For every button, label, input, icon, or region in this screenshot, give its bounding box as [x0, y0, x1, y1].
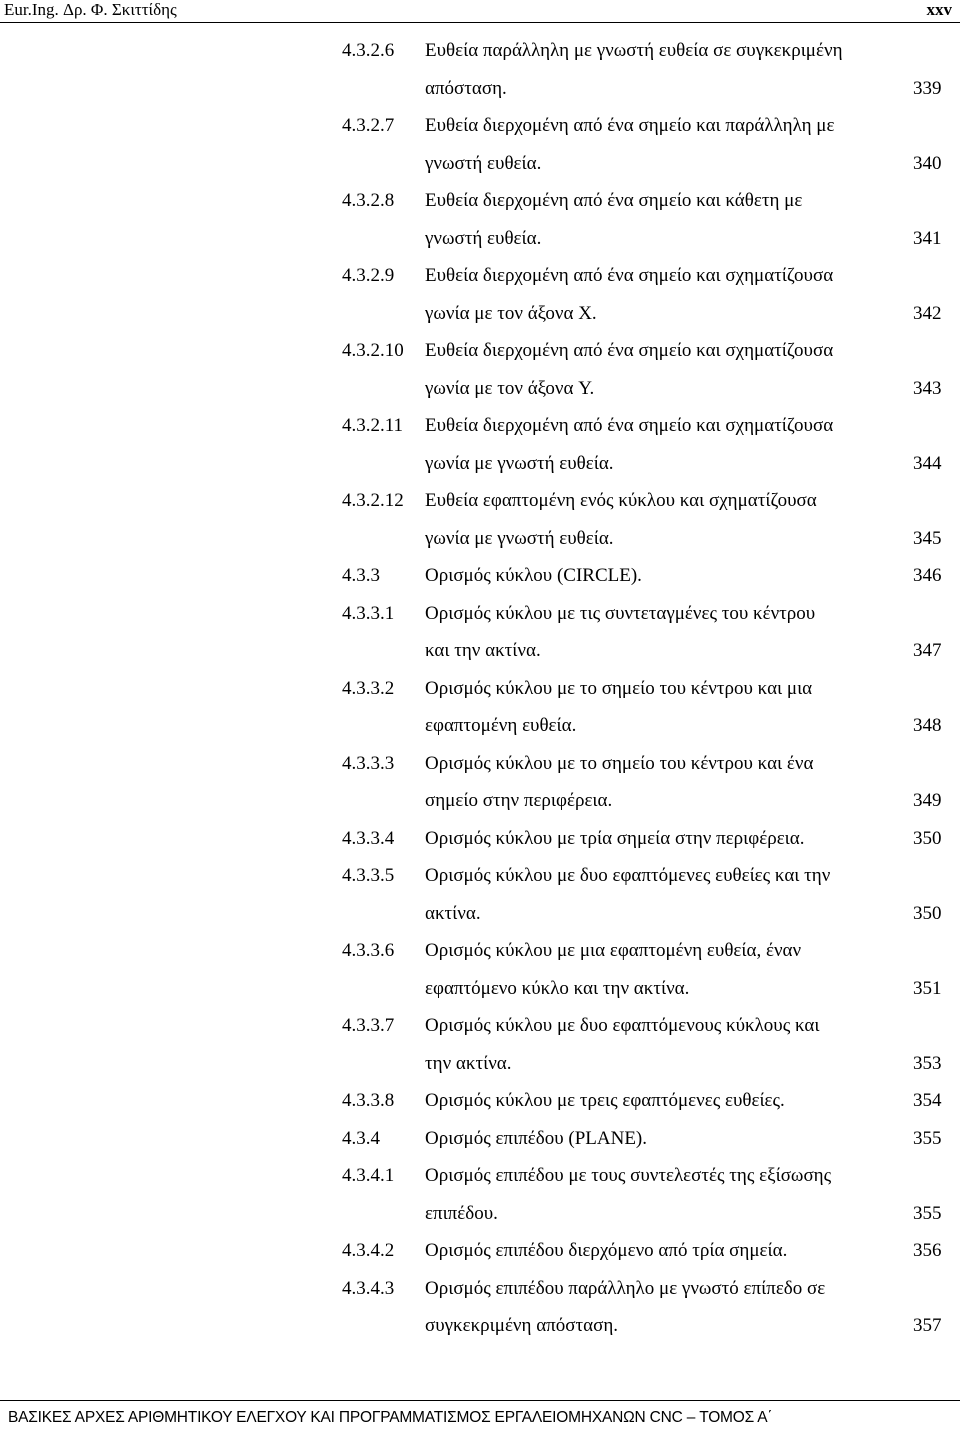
toc-entry: [0, 332, 960, 407]
toc-section-title: Ευθεία εφαπτομένη ενός κύκλου και σχηματίζουσα: [425, 490, 817, 511]
toc-entry: [0, 107, 960, 182]
toc-entry: [0, 407, 960, 482]
toc-section-number: 4.3.2.9: [342, 265, 395, 286]
toc-entry-line: [0, 670, 960, 708]
toc-section-title: γνωστή ευθεία.: [425, 227, 542, 249]
toc-section-title: ακτίνα.: [425, 902, 481, 924]
toc-entry-line: [0, 595, 960, 633]
toc-section-title: Ευθεία διερχομένη από ένα σημείο και κάθετη με: [425, 190, 803, 211]
toc-page-number: 339: [913, 77, 942, 99]
toc-entry: [0, 932, 960, 1007]
toc-section-number: 4.3.4.1: [342, 1165, 395, 1186]
toc-entry: [0, 1082, 960, 1120]
toc-page-number: 356: [913, 1240, 942, 1261]
toc-section-number: 4.3.3.6: [342, 940, 395, 961]
toc-page-number: 344: [913, 452, 942, 474]
toc-section-title: συγκεκριμένη απόσταση.: [425, 1315, 619, 1336]
toc-page-number: 345: [913, 527, 942, 549]
toc-entry-line: [0, 182, 960, 220]
toc-entry: [0, 482, 960, 557]
running-header-author: Eur.Ing. Δρ. Φ. Σκιττίδης: [4, 0, 177, 19]
toc-page-number: 350: [913, 902, 942, 924]
toc-page-number: 353: [913, 1052, 942, 1074]
toc-section-number: 4.3.4.2: [342, 1240, 395, 1261]
toc-page-number: 357: [913, 1315, 942, 1336]
toc-entry-line: [0, 1120, 960, 1158]
toc-section-title: Ορισμός κύκλου με δυο εφαπτόμενες ευθείες και την: [425, 865, 831, 886]
toc-page-number: 346: [913, 565, 942, 586]
toc-entry-line: [0, 1157, 960, 1195]
toc-section-number: 4.3.3: [342, 565, 380, 586]
toc-section-title: Ορισμός κύκλου με δυο εφαπτόμενους κύκλους και: [425, 1015, 820, 1036]
toc-section-title: γωνία με τον άξονα X.: [425, 302, 597, 324]
toc-section-title: και την ακτίνα.: [425, 640, 541, 661]
toc-section-title: εφαπτομένη ευθεία.: [425, 715, 577, 736]
toc-section-number: 4.3.2.7: [342, 115, 395, 136]
toc-entry-line: [0, 820, 960, 858]
toc-section-title: Ευθεία διερχομένη από ένα σημείο και παράλληλη με: [425, 115, 835, 136]
toc-section-number: 4.3.3.7: [342, 1015, 395, 1036]
footer-rule: [0, 1400, 960, 1401]
toc-entry: [0, 257, 960, 332]
toc-section-number: 4.3.2.11: [342, 415, 404, 436]
toc-page-number: 347: [913, 640, 942, 661]
toc-entry-line: [0, 970, 960, 1008]
toc-section-title: Ορισμός κύκλου με τρεις εφαπτόμενες ευθείες.: [425, 1090, 785, 1111]
table-of-contents: [0, 32, 960, 1345]
toc-page-number: 341: [913, 227, 942, 249]
toc-section-number: 4.3.2.10: [342, 340, 404, 361]
toc-entry-line: [0, 1307, 960, 1345]
toc-section-title: γωνία με τον άξονα Y.: [425, 377, 595, 399]
toc-section-title: γωνία με γνωστή ευθεία.: [425, 452, 614, 474]
toc-section-title: Ορισμός κύκλου με το σημείο του κέντρου και μια: [425, 677, 813, 699]
toc-section-number: 4.3.3.1: [342, 602, 395, 624]
toc-section-title: Ευθεία διερχομένη από ένα σημείο και σχηματίζουσα: [425, 265, 834, 286]
toc-section-number: 4.3.2.6: [342, 40, 395, 61]
toc-section-number: 4.3.4.3: [342, 1277, 395, 1299]
toc-section-title: Ευθεία διερχομένη από ένα σημείο και σχηματίζουσα: [425, 340, 834, 361]
toc-section-title: Ορισμός κύκλου με μια εφαπτομένη ευθεία, έναν: [425, 940, 802, 961]
toc-section-number: 4.3.2.12: [342, 490, 404, 511]
toc-entry-line: [0, 857, 960, 895]
toc-entry: [0, 1120, 960, 1158]
toc-entry: [0, 745, 960, 820]
toc-section-number: 4.3.4: [342, 1127, 380, 1149]
toc-section-number: 4.3.3.8: [342, 1090, 395, 1111]
toc-entry-line: [0, 445, 960, 483]
toc-page-number: 351: [913, 977, 942, 999]
toc-entry-line: [0, 707, 960, 745]
toc-section-title: Ορισμός κύκλου με τρία σημεία στην περιφέρεια.: [425, 827, 805, 849]
toc-entry: [0, 1007, 960, 1082]
toc-entry-line: [0, 295, 960, 333]
toc-section-title: Ορισμός κύκλου (CIRCLE).: [425, 565, 642, 586]
page-number-roman: xxv: [926, 0, 952, 19]
toc-entry-line: [0, 332, 960, 370]
toc-section-title: την ακτίνα.: [425, 1052, 512, 1074]
toc-entry-line: [0, 107, 960, 145]
toc-entry-line: [0, 1045, 960, 1083]
toc-page-number: 355: [913, 1202, 942, 1224]
toc-entry: [0, 32, 960, 107]
toc-entry-line: [0, 145, 960, 183]
toc-entry-line: [0, 932, 960, 970]
toc-section-title: γνωστή ευθεία.: [425, 152, 542, 174]
toc-section-number: 4.3.3.5: [342, 865, 395, 886]
toc-section-title: σημείο στην περιφέρεια.: [425, 790, 613, 811]
toc-entry-line: [0, 1007, 960, 1045]
toc-entry-line: [0, 1232, 960, 1270]
toc-entry-line: [0, 520, 960, 558]
toc-entry-line: [0, 1270, 960, 1308]
toc-section-title: απόσταση.: [425, 77, 507, 99]
toc-section-title: Ορισμός κύκλου με το σημείο του κέντρου και ένα: [425, 752, 814, 774]
toc-section-title: Ορισμός επιπέδου διερχόμενο από τρία σημεία.: [425, 1240, 788, 1261]
toc-section-title: Ορισμός επιπέδου (PLANE).: [425, 1127, 648, 1149]
toc-entry-line: [0, 1082, 960, 1120]
toc-entry-line: [0, 370, 960, 408]
header-rule: [0, 22, 960, 23]
toc-entry-line: [0, 482, 960, 520]
toc-entry: [0, 182, 960, 257]
toc-entry: [0, 670, 960, 745]
toc-entry-line: [0, 1195, 960, 1233]
toc-entry-line: [0, 557, 960, 595]
toc-entry: [0, 595, 960, 670]
toc-section-title: επιπέδου.: [425, 1202, 498, 1224]
toc-page-number: 343: [913, 377, 942, 399]
toc-section-title: Ορισμός επιπέδου παράλληλο με γνωστό επίπεδο σε: [425, 1277, 826, 1299]
toc-page-number: 355: [913, 1127, 942, 1149]
toc-entry-line: [0, 782, 960, 820]
toc-section-title: Ευθεία παράλληλη με γνωστή ευθεία σε συγκεκριμένη: [425, 40, 843, 61]
toc-page-number: 348: [913, 715, 942, 736]
toc-section-number: 4.3.3.2: [342, 677, 395, 699]
toc-entry: [0, 1270, 960, 1345]
toc-entry-line: [0, 70, 960, 108]
toc-section-title: Ευθεία διερχομένη από ένα σημείο και σχηματίζουσα: [425, 415, 834, 436]
toc-entry-line: [0, 257, 960, 295]
toc-entry: [0, 1232, 960, 1270]
toc-entry: [0, 1157, 960, 1232]
toc-section-title: Ορισμός επιπέδου με τους συντελεστές της εξίσωσης: [425, 1165, 832, 1186]
toc-entry-line: [0, 895, 960, 933]
toc-page-number: 342: [913, 302, 942, 324]
toc-section-number: 4.3.3.3: [342, 752, 395, 774]
toc-page-number: 350: [913, 827, 942, 849]
toc-section-title: εφαπτόμενο κύκλο και την ακτίνα.: [425, 977, 690, 999]
toc-page-number: 354: [913, 1090, 942, 1111]
toc-entry-line: [0, 632, 960, 670]
toc-entry: [0, 820, 960, 858]
toc-section-title: γωνία με γνωστή ευθεία.: [425, 527, 614, 549]
toc-entry-line: [0, 407, 960, 445]
toc-entry: [0, 857, 960, 932]
toc-entry-line: [0, 745, 960, 783]
toc-section-number: 4.3.3.4: [342, 827, 395, 849]
running-footer-title: ΒΑΣΙΚΕΣ ΑΡΧΕΣ ΑΡΙΘΜΗΤΙΚΟΥ ΕΛΕΓΧΟΥ ΚΑΙ ΠΡΟΓΡΑΜΜΑΤΙΣΜΟΣ ΕΡΓΑΛΕΙΟΜΗΧΑΝΩΝ CNC – ΤΟΜΟΣ Α΄: [8, 1409, 773, 1426]
toc-entry-line: [0, 32, 960, 70]
toc-entry-line: [0, 220, 960, 258]
toc-page-number: 340: [913, 152, 942, 174]
toc-section-title: Ορισμός κύκλου με τις συντεταγμένες του κέντρου: [425, 602, 816, 624]
toc-section-number: 4.3.2.8: [342, 190, 395, 211]
toc-page-number: 349: [913, 790, 942, 811]
toc-entry: [0, 557, 960, 595]
